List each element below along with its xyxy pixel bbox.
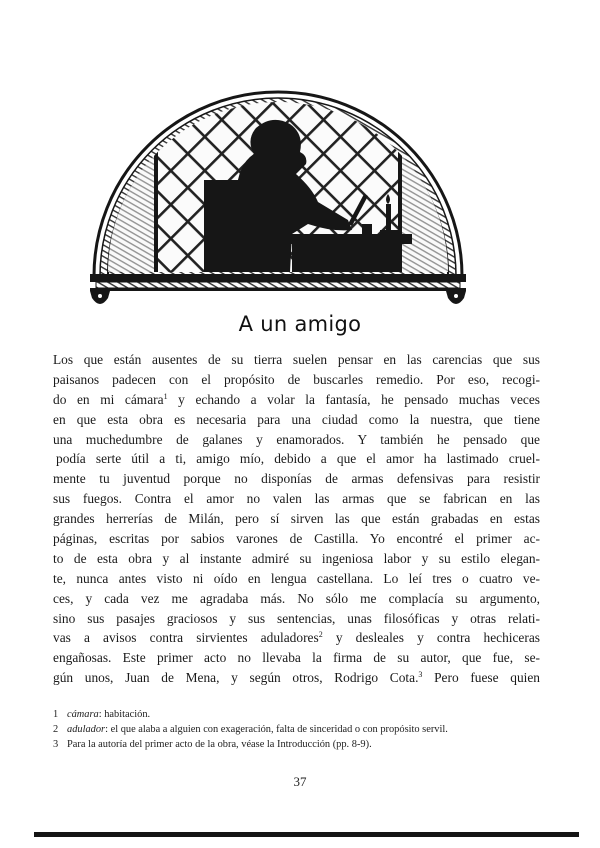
text-line: una muchedumbre de galanes y enamorados. Y también he pensado que — [53, 431, 540, 447]
text-line: podía serte útil a ti, amigo mío, debido a que el amor ha lastimado cruel- — [56, 451, 540, 467]
text-line: to de esta obra y al instante admiré su ingeniosa labor y su estilo elegan- — [53, 550, 540, 566]
footnotes — [53, 708, 543, 752]
text-line: engañosas. Este primer acto no llevaba la firma de su autor, que fue, se- — [53, 650, 540, 666]
body-text — [53, 350, 540, 688]
bottom-rule — [34, 832, 579, 837]
text-line: sino sus pasajes graciosos y sus sentencias, unas filosóficas y otras relati- — [53, 610, 540, 626]
text-line: te, nunca antes visto ni oído en lengua castellana. Lo leí tres o cuatro ve- — [53, 570, 540, 586]
text-line: grandes herrerías de Milán, pero sí sirven las que están grabadas en estas — [53, 511, 540, 527]
text-line: paisanos padecen con el propósito de buscarles remedio. Por eso, recogi- — [53, 371, 540, 387]
footnote: 3 Para la autoría del primer acto de la obra, véase la Introducción (pp. 8-9). — [53, 738, 372, 750]
footnote: 1 cámara: habitación. — [53, 709, 151, 720]
footnote-ref: 2 — [318, 630, 323, 640]
text-line: Los que están ausentes de su tierra suelen pensar en las carencias que sus — [53, 352, 540, 367]
text-line: vas a avisos contra sirvientes aduladores$^2$ y desleales y contra hechiceras — [53, 630, 540, 646]
text-line: páginas, escritas por sabios varones de Castilla. Yo encontré el primer ac- — [53, 531, 540, 547]
footnote-ref: 3 — [418, 670, 423, 680]
text-line: sus fuegos. Contra el amor no valen las armas que se fabrican en las — [53, 491, 540, 507]
page-title: A un amigo — [238, 312, 362, 336]
text-line: do en mi cámara$^1$ y echando a volar la fantasía, he pensado muchas veces — [53, 391, 540, 407]
text-line: ces, y cada vez me agradaba más. No sólo me complacía su argumento, — [53, 590, 540, 606]
footnote: 2 adulador: el que alaba a alguien con exageración, falta de sinceridad o con propósito servil. — [53, 723, 448, 735]
text-line: en que esta obra es necesaria para una ciudad como la nuestra, que tiene — [53, 411, 540, 427]
text-line: gún unos, Juan de Mena, y según otros, Rodrigo Cota.$^3$ Pero fuese quien — [53, 670, 540, 686]
page-number: 37 — [293, 774, 307, 789]
footnote-ref: 1 — [163, 391, 168, 401]
scribe-at-window-illustration — [86, 84, 470, 312]
text-line: mente tu juventud porque no disponías de armas defensivas para resistir — [53, 471, 540, 487]
